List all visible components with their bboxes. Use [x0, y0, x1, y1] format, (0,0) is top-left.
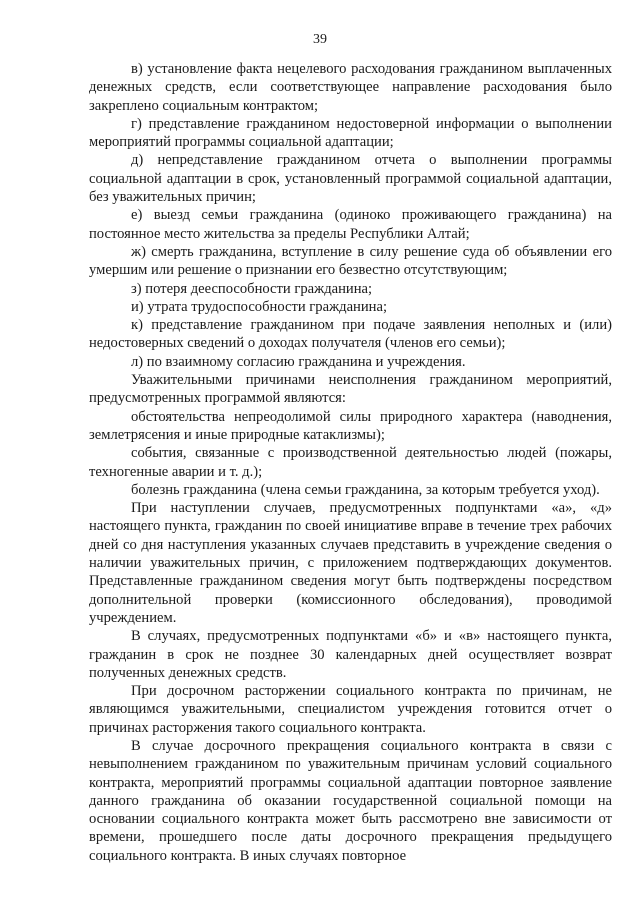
paragraph-repeat-application: В случае досрочного прекращения социального контракта в связи с невыполнением гражданином по уважительным причинам условий социального контракта, мероприятий программы социальной адаптации повторное заявление данного гражданина об оказании государственной социальной помощи на основании социального контракта может быть рассмотрено вне зависимости от времени, прошедшего после даты досрочного прекращения предыдущего социального контракта. В иных случаях повторное	[89, 737, 612, 864]
paragraph-item-v: в) установление факта нецелевого расходования гражданином выплаченных денежных средств, если соответствующее направление расходования было закреплено социальным контрактом;	[89, 61, 612, 114]
paragraph-item-z: з) потеря дееспособности гражданина;	[131, 280, 373, 297]
paragraph-reason-illness: болезнь гражданина (члена семьи гражданина, за которым требуется уход).	[131, 481, 600, 498]
paragraph-reason-force-majeure: обстоятельства непреодолимой силы природного характера (наводнения, землетрясения и иные природные катаклизмы);	[89, 408, 612, 443]
paragraph-termination-report: При досрочном расторжении социального контракта по причинам, не являющимся уважительными, специалистом учреждения готовится отчет о причинах расторжения такого социального контракта.	[89, 683, 612, 736]
paragraph-item-l: л) по взаимному согласию гражданина и учреждения.	[131, 353, 466, 370]
paragraph-item-d: д) непредставление гражданином отчета о выполнении программы социальной адаптации в срок, установленный программой социальной адаптации, без уважительных причин;	[89, 152, 612, 206]
paragraph-funds-return: В случаях, предусмотренных подпунктами «б» и «в» настоящего пункта, гражданин в срок не позднее 30 календарных дней осуществляет возврат полученных денежных средств.	[89, 628, 612, 681]
paragraph-reason-industrial-events: события, связанные с производственной деятельностью людей (пожары, техногенные аварии и т. д.);	[89, 445, 612, 480]
document-body	[89, 60, 612, 865]
paragraph-item-e: е) выезд семьи гражданина (одиноко проживающего гражданина) на постоянное место жительства за пределы Республики Алтай;	[89, 207, 612, 242]
paragraph-item-g: г) представление гражданином недостоверной информации о выполнении мероприятий программы социальной адаптации;	[89, 115, 612, 151]
paragraph-valid-reasons-intro: Уважительными причинами неисполнения гражданином мероприятий, предусмотренных программой являются:	[89, 372, 612, 407]
paragraph-item-zh: ж) смерть гражданина, вступление в силу решение суда об объявлении его умершим или решение о признании его безвестно отсутствующим;	[89, 243, 612, 279]
paragraph-valid-reasons-procedure: При наступлении случаев, предусмотренных подпунктами «а», «д» настоящего пункта, гражданин по своей инициативе вправе в течение трех рабочих дней со дня наступления указанных случаев представить в учреждение сведения о наличии уважительных причин, с приложением подтверждающих документов. Представленные гражданином сведения могут быть подтверждены посредством дополнительной проверки (комиссионного обследования), проводимой учреждением.	[89, 500, 612, 626]
page-number: 39	[313, 32, 327, 47]
paragraph-item-i: и) утрата трудоспособности гражданина;	[131, 298, 388, 315]
paragraph-item-k: к) представление гражданином при подаче заявления неполных и (или) недостоверных сведений о доходах получателя (членов его семьи);	[89, 317, 612, 352]
